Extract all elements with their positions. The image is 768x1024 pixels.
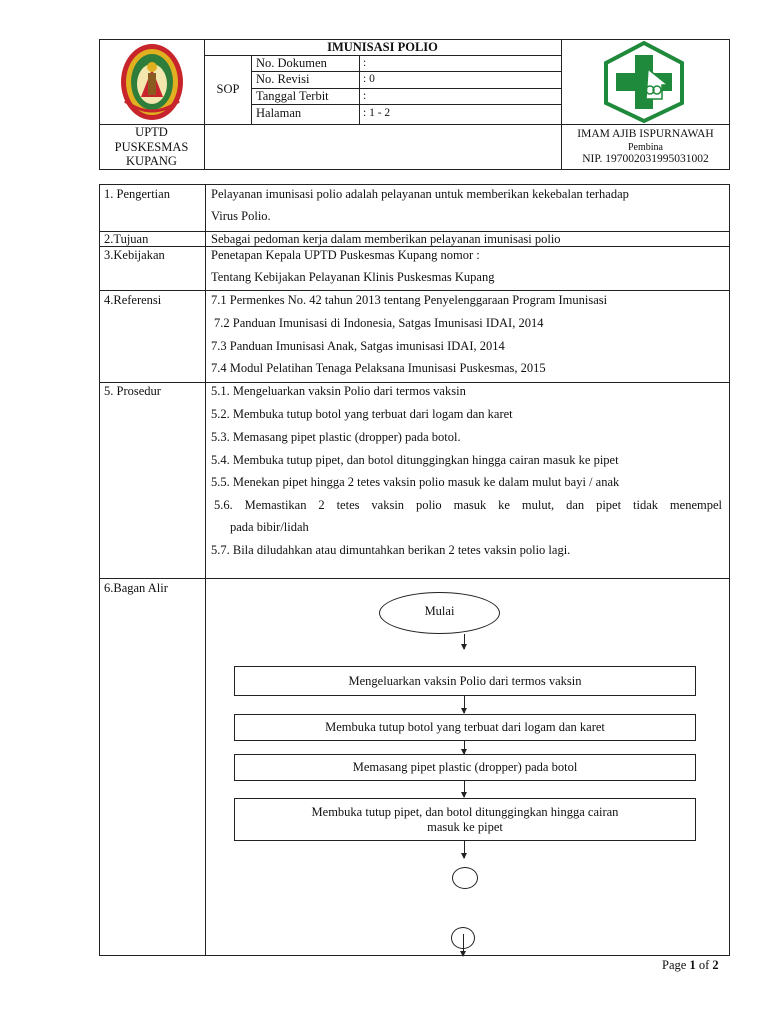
flowchart-connector	[452, 867, 478, 889]
prosedur-step: pada bibir/lidah	[230, 520, 309, 534]
field-label: No. Revisi	[256, 72, 310, 86]
section-label-pengertian: 1. Pengertian	[104, 187, 170, 201]
referensi-item: 7.1 Permenkes No. 42 tahun 2013 tentang Penyelenggaraan Program Imunisasi	[211, 293, 608, 307]
field-label: Tanggal Terbit	[256, 89, 329, 103]
pengertian-text: Virus Polio.	[211, 209, 271, 223]
flowchart-step: Membuka tutup pipet, dan botol ditunggingkan hingga cairan masuk ke pipet	[234, 798, 696, 841]
puskesmas-logo-icon	[602, 41, 686, 123]
section-label-referensi: 4.Referensi	[104, 293, 162, 307]
prosedur-step: 5.3. Memasang pipet plastic (dropper) pada botol.	[211, 430, 461, 444]
tujuan-text: Sebagai pedoman kerja dalam memberikan pelayanan imunisasi polio	[211, 232, 561, 246]
kebijakan-text: Tentang Kebijakan Pelayanan Klinis Puskesmas Kupang	[211, 270, 495, 284]
flow-arrow	[464, 741, 465, 754]
page-title: IMUNISASI POLIO	[327, 40, 438, 54]
section-label-prosedur: 5. Prosedur	[104, 384, 161, 398]
flow-arrow	[464, 696, 465, 713]
kebijakan-text: Penetapan Kepala UPTD Puskesmas Kupang nomor :	[211, 248, 480, 262]
referensi-item: 7.2 Panduan Imunisasi di Indonesia, Satgas Imunisasi IDAI, 2014	[214, 316, 544, 330]
prosedur-step: 5.5. Menekan pipet hingga 2 tetes vaksin polio masuk ke dalam mulut bayi / anak	[211, 475, 620, 489]
prosedur-step: 5.1. Mengeluarkan vaksin Polio dari termos vaksin	[211, 384, 466, 398]
field-label: Halaman	[256, 106, 302, 120]
sop-label: SOP	[216, 82, 240, 96]
field-value: :	[363, 90, 367, 102]
field-value: : 0	[363, 73, 375, 85]
page-indicator: Page 1 of 2	[662, 958, 719, 972]
flow-arrow	[463, 934, 464, 956]
referensi-item: 7.4 Modul Pelatihan Tenaga Pelaksana Imunisasi Puskesmas, 2015	[211, 361, 546, 375]
prosedur-step: 5.2. Membuka tutup botol yang terbuat dari logam dan karet	[211, 407, 513, 421]
section-label-kebijakan: 3.Kebijakan	[104, 248, 165, 262]
field-value: : 1 - 2	[363, 107, 391, 119]
regency-logo-icon	[103, 41, 201, 123]
signer-name: IMAM AJIB ISPURNAWAH	[577, 128, 714, 140]
section-label-bagan-alir: 6.Bagan Alir	[104, 581, 168, 595]
flowchart-step: Memasang pipet plastic (dropper) pada botol	[234, 754, 696, 781]
prosedur-step: 5.6. Memastikan 2 tetes vaksin polio masuk ke mulut, dan pipet tidak menempel	[214, 498, 722, 512]
pengertian-text: Pelayanan imunisasi polio adalah pelayanan untuk memberikan kekebalan terhadap	[211, 187, 629, 201]
prosedur-step: 5.7. Bila diludahkan atau dimuntahkan berikan 2 tetes vaksin polio lagi.	[211, 543, 571, 557]
flowchart-step: Mengeluarkan vaksin Polio dari termos vaksin	[234, 666, 696, 696]
field-label: No. Dokumen	[256, 56, 327, 70]
field-value: :	[363, 57, 367, 69]
org-name: UPTD PUSKESMAS KUPANG	[114, 125, 189, 168]
signer-nip: NIP. 197002031995031002	[582, 153, 709, 165]
flowchart-step: Membuka tutup botol yang terbuat dari logam dan karet	[234, 714, 696, 741]
flow-arrow	[464, 781, 465, 797]
prosedur-step: 5.4. Membuka tutup pipet, dan botol ditunggingkan hingga cairan masuk ke pipet	[211, 453, 619, 467]
flow-arrow	[464, 634, 465, 649]
referensi-item: 7.3 Panduan Imunisasi Anak, Satgas imunisasi IDAI, 2014	[211, 339, 505, 353]
flow-arrow	[464, 841, 465, 858]
section-label-tujuan: 2.Tujuan	[104, 232, 149, 246]
flowchart-start: Mulai	[379, 592, 500, 634]
signer-role: Pembina	[628, 142, 663, 153]
